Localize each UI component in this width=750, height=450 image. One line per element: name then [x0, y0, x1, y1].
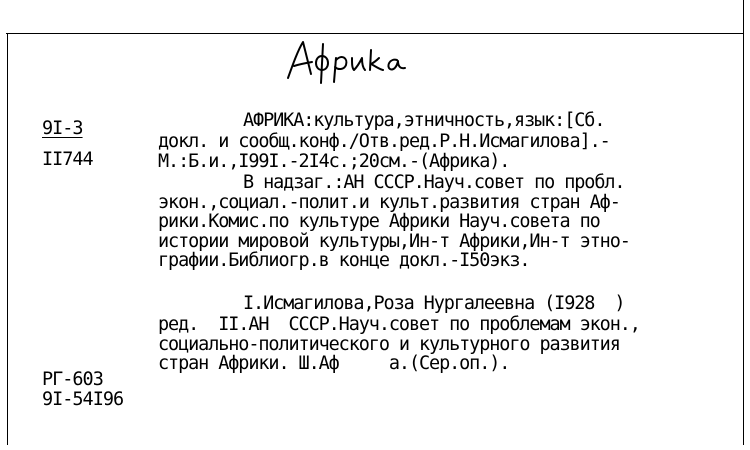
card-right-rule: [743, 0, 744, 445]
description-line: экон.,социал.-полит.и культ.развития стран Аф-: [158, 192, 620, 213]
description-line: графии.Библиогр.в конце докл.-I50экз.: [158, 250, 530, 271]
card-left-rule: [7, 33, 8, 445]
record-number: 9I-54I96: [42, 389, 124, 410]
description-line: докл. и сообщ.конф./Отв.ред.Р.Н.Исмагилова].-: [158, 131, 610, 152]
shelf-mark: 9I-3: [42, 118, 83, 139]
tracing-line: социально-политического и культурного развития: [158, 334, 620, 355]
card-top-rule: [6, 33, 743, 34]
handwritten-heading: [284, 36, 414, 84]
description-line: В надзаг.:АН СССР.Науч.совет по пробл.: [243, 172, 625, 193]
tracing-line: ред. II.АН СССР.Науч.совет по проблемам экон.,: [158, 314, 640, 335]
tracing-line: стран Африки. Ш.Аф а.(Сер.оп.).: [158, 353, 510, 374]
description-line: М.:Б.и.,I99I.-2I4с.;20см.-(Африка).: [158, 151, 510, 172]
inventory-number: II744: [42, 149, 93, 170]
tracing-line: I.Исмагилова,Роза Нургалеевна (I928 ): [243, 293, 625, 314]
rg-code: РГ-603: [42, 369, 103, 390]
description-line: рики.Комис.по культуре Африки Науч.совета по: [158, 211, 600, 232]
description-line: АФРИКА:культура,этничность,язык:[Сб.: [243, 110, 605, 131]
description-line: истории мировой культуры,Ин-т Африки,Ин-т этно-: [158, 231, 630, 252]
